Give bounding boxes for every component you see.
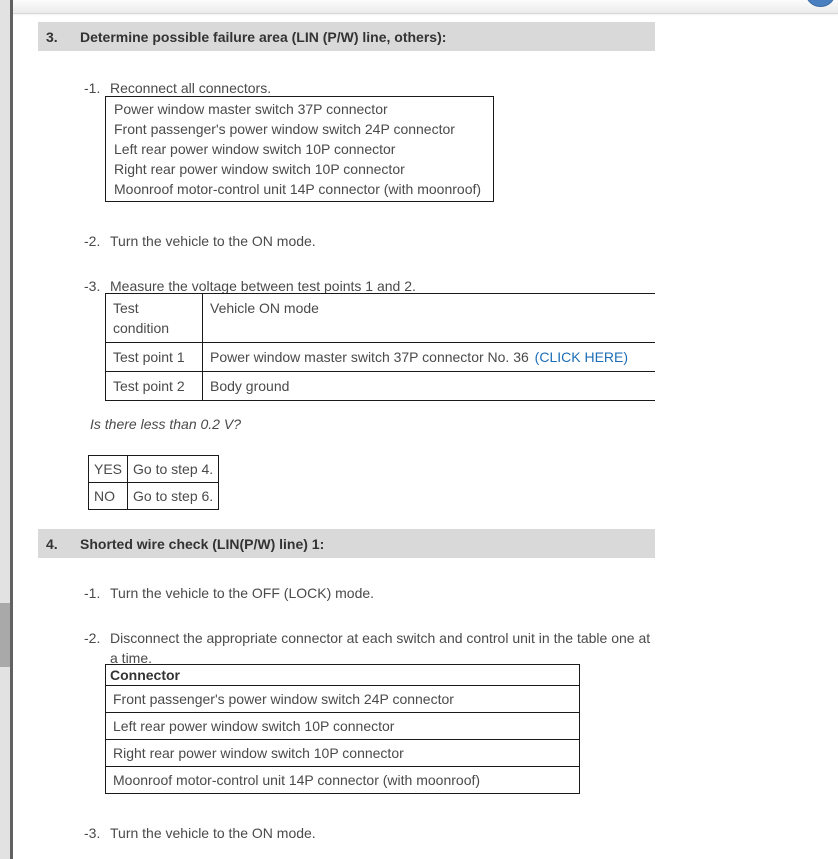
test-point-1-label: Test point 1 (106, 343, 203, 372)
list-item: Right rear power window switch 10P connector (114, 161, 405, 177)
top-toolbar-edge (13, 0, 838, 14)
substep-text: Turn the vehicle to the ON mode. (110, 825, 316, 841)
table-row (106, 740, 580, 767)
connector-cell: Moonroof motor-control unit 14P connector (with moonroof) (106, 767, 580, 794)
step-4-substep-1 (84, 583, 374, 603)
substep-number: -1. (84, 585, 101, 601)
step-3-header (38, 22, 655, 51)
substep-number: -3. (84, 825, 101, 841)
list-item: Power window master switch 37P connector (114, 101, 388, 117)
test-point-2-label: Test point 2 (106, 372, 203, 401)
no-action: Go to step 6. (128, 483, 219, 510)
step-4-header (38, 529, 655, 558)
substep-text: Reconnect all connectors. (110, 80, 272, 96)
table-row (106, 686, 580, 713)
substep-text: Turn the vehicle to the OFF (LOCK) mode. (110, 585, 375, 601)
table-row (106, 294, 656, 343)
substep-number: -2. (84, 630, 101, 646)
table-row (89, 456, 219, 483)
step-4-substep-2 (84, 628, 655, 668)
test-point-1-text: Power window master switch 37P connector No. 36 (210, 349, 529, 365)
yes-no-table (88, 455, 219, 510)
table-row (89, 483, 219, 510)
substep-number: -1. (84, 80, 101, 96)
table-header-row (106, 665, 580, 686)
list-item: Moonroof motor-control unit 14P connector (with moonroof) (114, 181, 482, 197)
connector-table (105, 664, 580, 794)
step-3-title: Determine possible failure area (LIN (P/W) line, others): (80, 28, 447, 45)
test-condition-value: Vehicle ON mode (203, 294, 656, 343)
step-3-substep-2 (84, 231, 316, 251)
connector-cell: Front passenger's power window switch 24P connector (106, 686, 580, 713)
list-item: Front passenger's power window switch 24P connector (114, 121, 455, 137)
step-3-number: 3. (46, 28, 58, 45)
substep-text: Disconnect the appropriate connector at each switch and control unit in the table one at a time. (110, 630, 651, 666)
table-row (106, 713, 580, 740)
test-point-2-value: Body ground (203, 372, 656, 401)
test-point-table (105, 293, 655, 401)
yes-label: YES (89, 456, 128, 483)
table-row (106, 343, 656, 372)
left-scrollbar-track[interactable] (0, 0, 10, 859)
connector-cell: Left rear power window switch 10P connector (106, 713, 580, 740)
yes-action: Go to step 4. (128, 456, 219, 483)
test-condition-label: Test condition (106, 294, 203, 343)
connector-cell: Right rear power window switch 10P connector (106, 740, 580, 767)
click-here-link[interactable]: (CLICK HERE) (534, 349, 629, 365)
substep-number: -2. (84, 233, 101, 249)
table-row (106, 372, 656, 401)
step-4-title: Shorted wire check (LIN(P/W) line) 1: (80, 535, 325, 552)
step-4-number: 4. (46, 535, 58, 552)
table-row (106, 767, 580, 794)
content-frame-border (10, 0, 13, 859)
connector-list-box (105, 96, 494, 202)
list-item: Left rear power window switch 10P connector (114, 141, 396, 157)
decision-question: Is there less than 0.2 V? (90, 416, 241, 432)
no-label: NO (89, 483, 128, 510)
substep-number: -3. (84, 278, 101, 294)
test-point-1-value (203, 343, 656, 372)
connector-column-header: Connector (106, 665, 580, 686)
step-4-substep-3 (84, 823, 316, 843)
left-scrollbar-thumb[interactable] (0, 603, 10, 667)
substep-text: Measure the voltage between test points 1 and 2. (110, 278, 416, 294)
step-3-substep-1 (84, 78, 271, 98)
substep-text: Turn the vehicle to the ON mode. (110, 233, 316, 249)
